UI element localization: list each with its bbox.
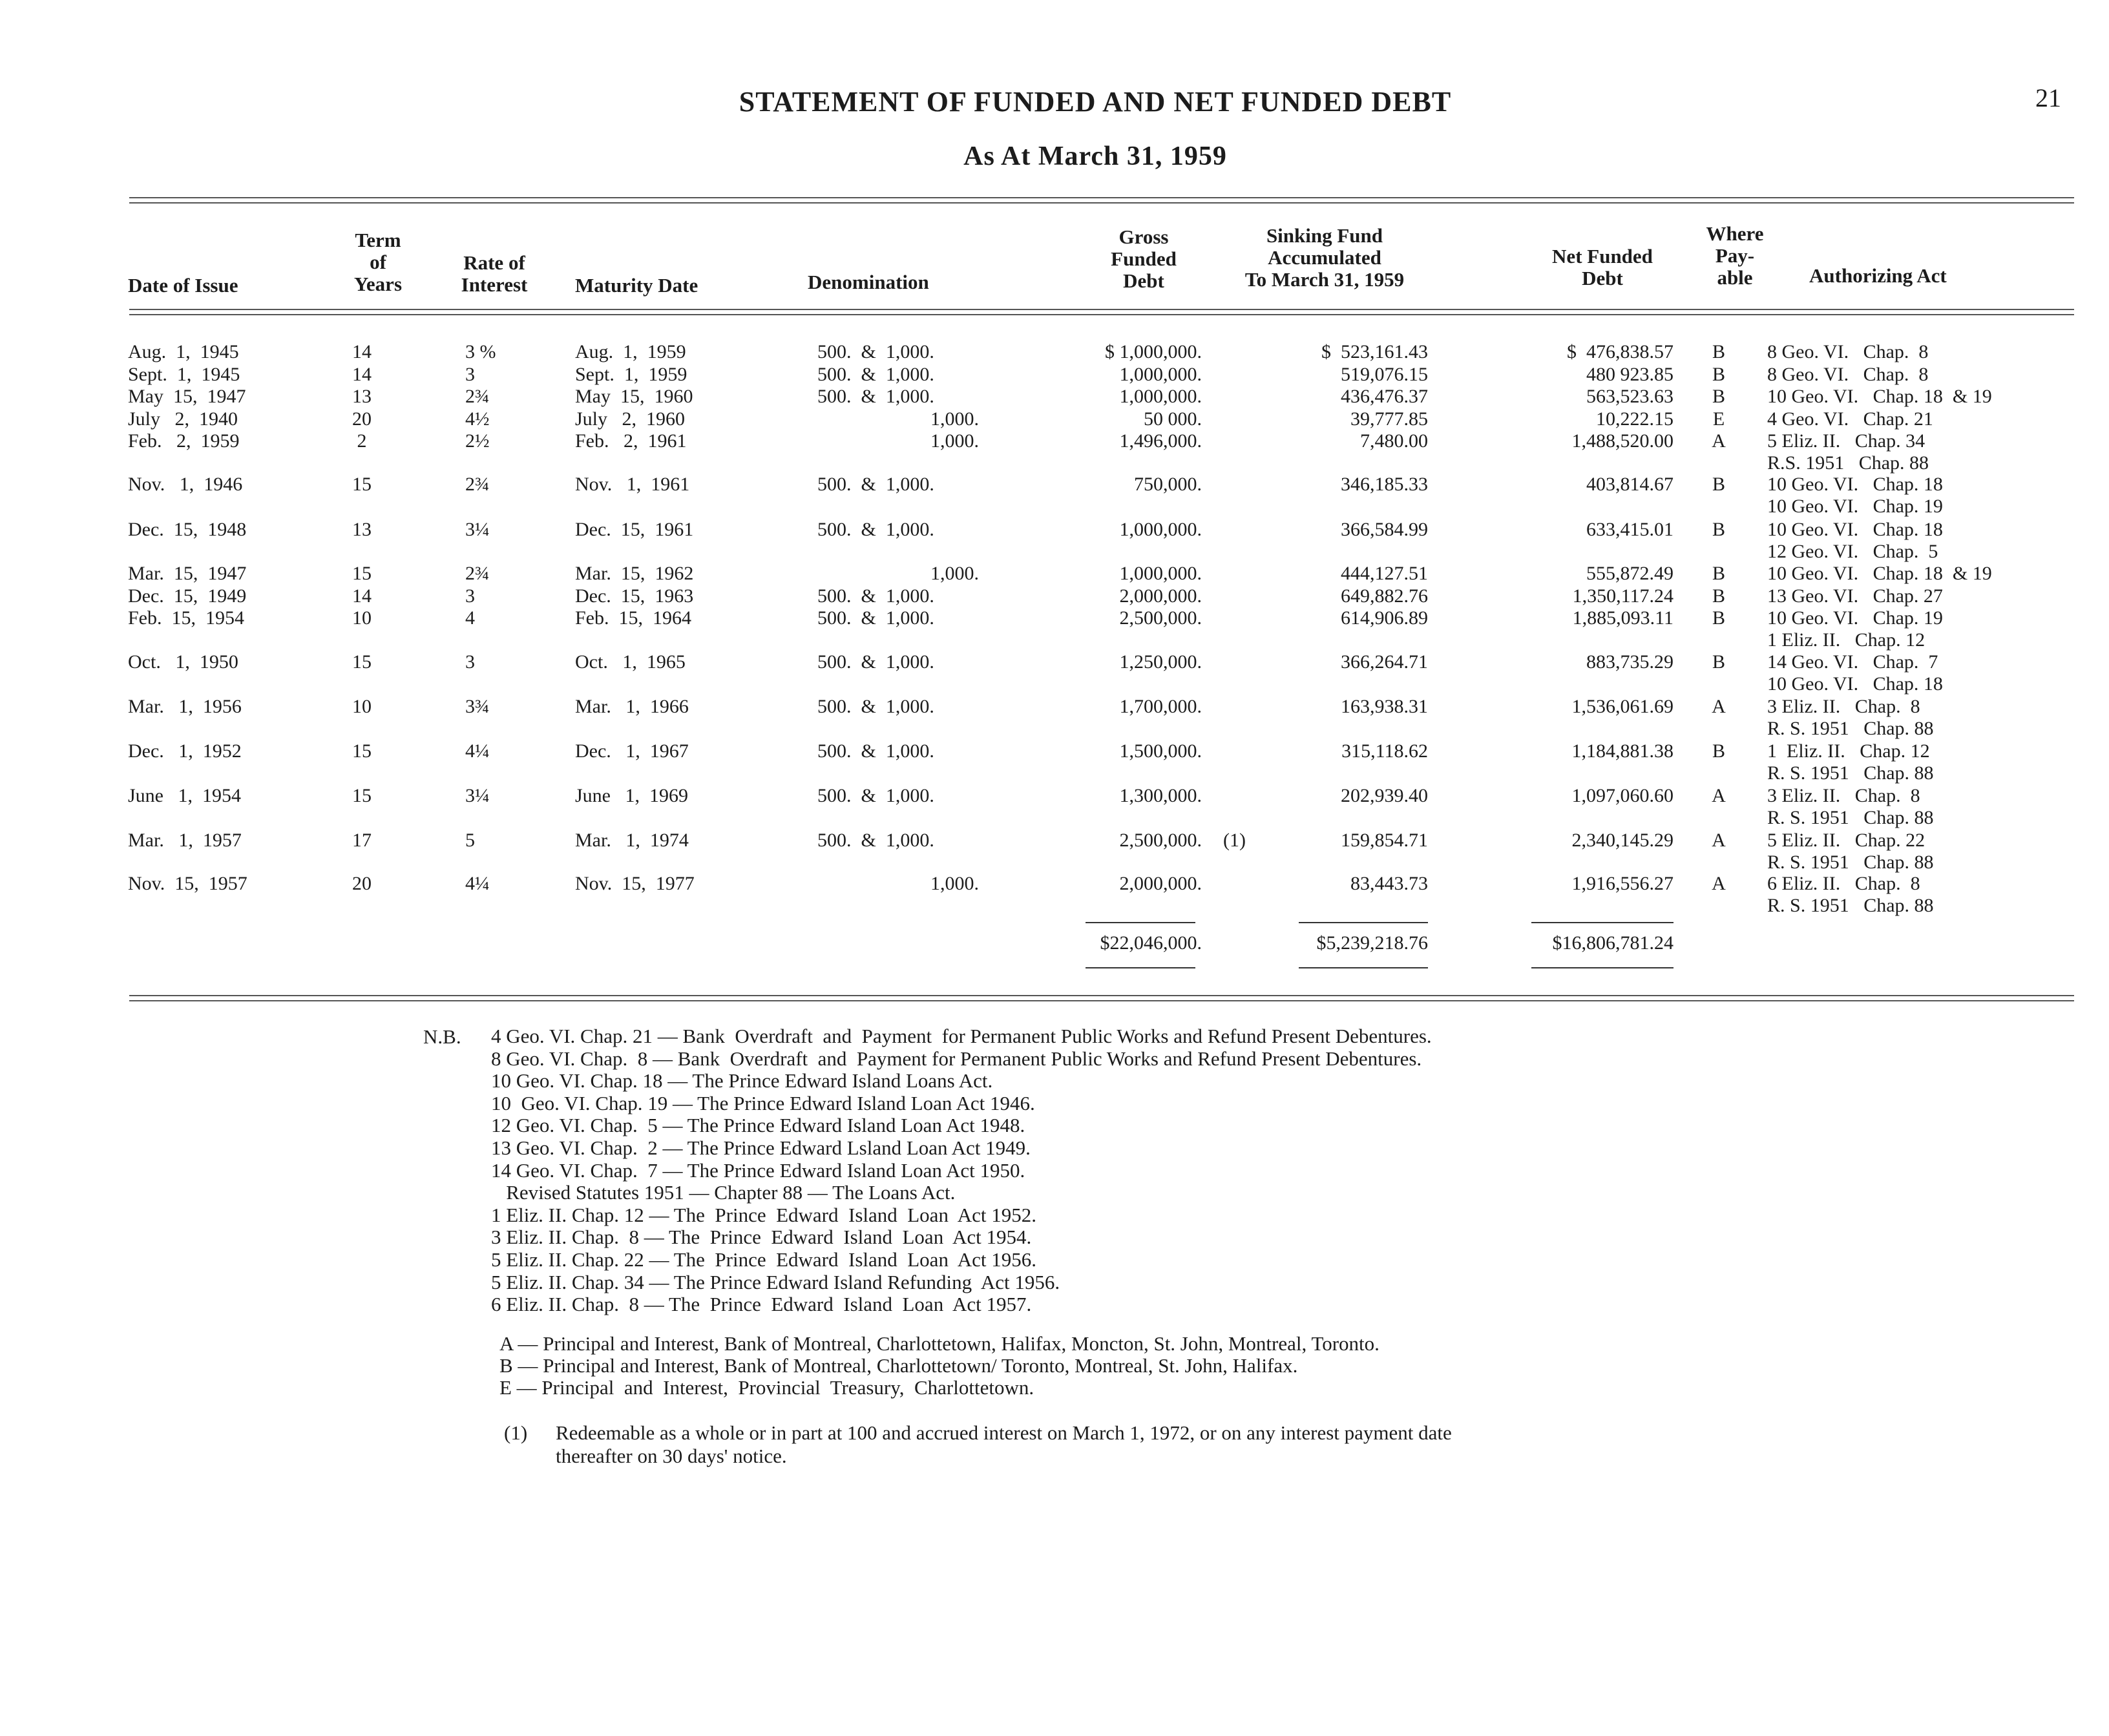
term-cell: 20 — [352, 408, 372, 430]
footnote-line-1: Redeemable as a whole or in part at 100 and accrued interest on March 1, 1972, or on any interest payment date — [556, 1421, 1452, 1444]
header-denomination: Denomination — [808, 271, 929, 293]
net-debt-cell: 10,222.15 — [1596, 408, 1674, 430]
rate-cell: 2¾ — [465, 563, 490, 584]
header-where — [1686, 223, 1783, 289]
header-where-line1: Where — [1706, 222, 1764, 245]
term-cell: 10 — [352, 696, 372, 717]
where-payable-cell: A — [1712, 785, 1726, 806]
header-sinking-line2: Accumulated — [1268, 246, 1381, 269]
header-term-line1: Term — [355, 229, 401, 251]
header-gross — [1092, 226, 1195, 292]
date-cell: Mar. 15, 1947 — [128, 563, 247, 584]
table-row — [0, 830, 2109, 873]
denomination-cell: 500. & 1,000. — [817, 785, 934, 806]
sinking-fund-cell: 315,118.62 — [1341, 740, 1428, 762]
header-sinking-line1: Sinking Fund — [1266, 224, 1383, 247]
authorizing-act-cell: R. S. 1951 Chap. 88 — [1767, 895, 1934, 916]
nb-line: 13 Geo. VI. Chap. 2 — The Prince Edward Lsland Loan Act 1949. — [491, 1136, 1031, 1159]
nb-line: 4 Geo. VI. Chap. 21 — Bank Overdraft and Payment for Permanent Public Works and Refund Present Debentures. — [491, 1025, 1432, 1047]
rate-cell: 3¼ — [465, 785, 490, 806]
term-cell: 15 — [352, 651, 372, 673]
rate-cell: 2¾ — [465, 386, 490, 407]
where-payable-cell: A — [1712, 873, 1726, 894]
authorizing-act-cell: 10 Geo. VI. Chap. 19 — [1767, 607, 1943, 629]
date-cell: Feb. 2, 1959 — [128, 430, 240, 452]
sinking-fund-cell: 366,584.99 — [1341, 519, 1428, 540]
net-debt-cell: 1,097,060.60 — [1571, 785, 1674, 806]
net-debt-cell: 1,350,117.24 — [1572, 585, 1674, 607]
date-cell: Sept. 1, 1945 — [128, 364, 240, 385]
authorizing-act-cell: 10 Geo. VI. Chap. 18 & 19 — [1767, 563, 1992, 584]
term-cell: 14 — [352, 341, 372, 362]
authorizing-act-cell: 10 Geo. VI. Chap. 18 — [1767, 474, 1943, 495]
gross-debt-cell: 2,000,000. — [1119, 585, 1202, 607]
net-debt-cell: 883,735.29 — [1586, 651, 1674, 673]
net-debt-cell: 1,488,520.00 — [1571, 430, 1674, 452]
denomination-cell: 500. & 1,000. — [817, 830, 934, 851]
date-cell: Mar. 1, 1957 — [128, 830, 242, 851]
maturity-cell: June 1, 1969 — [575, 785, 688, 806]
where-payable-cell: A — [1712, 430, 1726, 452]
table-row — [0, 386, 2109, 408]
term-cell: 13 — [352, 519, 372, 540]
authorizing-act-cell: R. S. 1951 Chap. 88 — [1767, 852, 1934, 873]
denomination-cell: 1,000. — [930, 873, 979, 894]
table-row — [0, 519, 2109, 562]
authorizing-act-cell: 6 Eliz. II. Chap. 8 — [1767, 873, 1920, 894]
rate-cell: 3 — [465, 585, 475, 607]
rate-cell: 4½ — [465, 408, 490, 430]
authorizing-act-cell: 3 Eliz. II. Chap. 8 — [1767, 785, 1920, 806]
gross-debt-cell: $ 1,000,000. — [1105, 341, 1202, 362]
sinking-fund-cell: 163,938.31 — [1341, 696, 1428, 717]
denomination-cell: 1,000. — [930, 430, 979, 452]
authorizing-act-cell: 4 Geo. VI. Chap. 21 — [1767, 408, 1933, 430]
gross-total-rule-top — [1086, 922, 1195, 923]
term-cell: 10 — [352, 607, 372, 629]
header-sinking — [1215, 225, 1434, 291]
footnote-line-2: thereafter on 30 days' notice. — [556, 1445, 787, 1467]
authorizing-act-cell: 10 Geo. VI. Chap. 18 — [1767, 519, 1943, 540]
table-row — [0, 740, 2109, 784]
term-cell: 15 — [352, 740, 372, 762]
sinking-fund-cell: $ 523,161.43 — [1321, 341, 1428, 362]
sinking-fund-cell: 649,882.76 — [1341, 585, 1428, 607]
rate-cell: 2¾ — [465, 474, 490, 495]
header-date-of-issue: Date of Issue — [128, 274, 238, 297]
nb-line: 10 Geo. VI. Chap. 19 — The Prince Edward Island Loan Act 1946. — [491, 1091, 1035, 1114]
nb-line: 8 Geo. VI. Chap. 8 — Bank Overdraft and Payment for Permanent Public Works and Refund Present Debentures. — [491, 1047, 1422, 1070]
page-number: 21 — [2035, 83, 2061, 112]
net-debt-cell: 480 923.85 — [1586, 364, 1674, 385]
authorizing-act-cell: 10 Geo. VI. Chap. 18 & 19 — [1767, 386, 1992, 407]
maturity-cell: Dec. 15, 1961 — [575, 519, 694, 540]
payable-legend-line: E — Principal and Interest, Provincial Treasury, Charlottetown. — [499, 1376, 1034, 1399]
maturity-cell: Feb. 2, 1961 — [575, 430, 687, 452]
header-gross-line1: Gross — [1118, 225, 1169, 248]
denomination-cell: 500. & 1,000. — [817, 696, 934, 717]
header-rate-line2: Interest — [461, 273, 528, 296]
gross-debt-cell: 1,700,000. — [1119, 696, 1202, 717]
sinking-fund-cell: 346,185.33 — [1341, 474, 1428, 495]
net-debt-cell: $ 476,838.57 — [1567, 341, 1674, 362]
term-cell: 13 — [352, 386, 372, 407]
maturity-cell: Mar. 1, 1974 — [575, 830, 689, 851]
gross-debt-cell: 1,500,000. — [1119, 740, 1202, 762]
rate-cell: 5 — [465, 830, 475, 851]
sinking-fund-cell: 366,264.71 — [1341, 651, 1428, 673]
note-marker-cell: (1) — [1223, 830, 1246, 851]
gross-debt-cell: 50 000. — [1144, 408, 1202, 430]
maturity-cell: Feb. 15, 1964 — [575, 607, 691, 629]
authorizing-act-cell: 13 Geo. VI. Chap. 27 — [1767, 585, 1943, 607]
authorizing-act-cell: 12 Geo. VI. Chap. 5 — [1767, 541, 1938, 562]
table-row — [0, 873, 2109, 916]
nb-line: 5 Eliz. II. Chap. 22 — The Prince Edward Island Loan Act 1956. — [491, 1248, 1036, 1271]
where-payable-cell: B — [1712, 651, 1725, 673]
maturity-cell: Mar. 1, 1966 — [575, 696, 689, 717]
header-authorizing: Authorizing Act — [1809, 264, 1947, 287]
where-payable-cell: B — [1712, 585, 1725, 607]
gross-total: $22,046,000. — [1100, 932, 1202, 954]
date-cell: Dec. 1, 1952 — [128, 740, 242, 762]
gross-debt-cell: 750,000. — [1134, 474, 1202, 495]
denomination-cell: 500. & 1,000. — [817, 651, 934, 673]
date-cell: Nov. 15, 1957 — [128, 873, 247, 894]
denomination-cell: 500. & 1,000. — [817, 341, 934, 362]
sinking-fund-cell: 39,777.85 — [1350, 408, 1428, 430]
gross-debt-cell: 1,250,000. — [1119, 651, 1202, 673]
authorizing-act-cell: R. S. 1951 Chap. 88 — [1767, 718, 1934, 739]
where-payable-cell: B — [1712, 341, 1725, 362]
date-cell: Nov. 1, 1946 — [128, 474, 243, 495]
table-row — [0, 785, 2109, 828]
where-payable-cell: B — [1712, 740, 1725, 762]
sinking-fund-cell: 519,076.15 — [1341, 364, 1428, 385]
authorizing-act-cell: 8 Geo. VI. Chap. 8 — [1767, 341, 1929, 362]
net-debt-cell: 1,184,881.38 — [1571, 740, 1674, 762]
maturity-cell: Nov. 1, 1961 — [575, 474, 690, 495]
header-net-line2: Debt — [1582, 267, 1623, 289]
page-title: STATEMENT OF FUNDED AND NET FUNDED DEBT — [739, 86, 1452, 118]
top-rule — [129, 197, 2074, 204]
gross-total-rule-bottom — [1086, 967, 1195, 968]
header-gross-line3: Debt — [1123, 269, 1164, 292]
where-payable-cell: B — [1712, 474, 1725, 495]
gross-debt-cell: 2,000,000. — [1119, 873, 1202, 894]
nb-line: 3 Eliz. II. Chap. 8 — The Prince Edward Island Loan Act 1954. — [491, 1226, 1032, 1249]
date-cell: Dec. 15, 1948 — [128, 519, 247, 540]
rate-cell: 3 — [465, 364, 475, 385]
table-row — [0, 364, 2109, 386]
net-total-rule-bottom — [1531, 967, 1674, 968]
header-term-line3: Years — [353, 273, 403, 295]
net-total: $16,806,781.24 — [1552, 932, 1674, 954]
sinking-fund-cell: 159,854.71 — [1341, 830, 1428, 851]
nb-line: 1 Eliz. II. Chap. 12 — The Prince Edward Island Loan Act 1952. — [491, 1203, 1036, 1226]
net-total-rule-top — [1531, 922, 1674, 923]
where-payable-cell: B — [1712, 563, 1725, 584]
nb-line: 5 Eliz. II. Chap. 34 — The Prince Edward Island Refunding Act 1956. — [491, 1270, 1060, 1293]
denomination-cell: 500. & 1,000. — [817, 585, 934, 607]
net-debt-cell: 555,872.49 — [1586, 563, 1674, 584]
sinking-total-rule-top — [1299, 922, 1428, 923]
sinking-fund-cell: 83,443.73 — [1350, 873, 1428, 894]
net-debt-cell: 633,415.01 — [1586, 519, 1674, 540]
gross-debt-cell: 1,496,000. — [1119, 430, 1202, 452]
bottom-rule — [129, 995, 2074, 1001]
gross-debt-cell: 1,300,000. — [1119, 785, 1202, 806]
maturity-cell: May 15, 1960 — [575, 386, 693, 407]
table-row — [0, 430, 2109, 474]
payable-legend-line: A — Principal and Interest, Bank of Montreal, Charlottetown, Halifax, Moncton, St. John, Montreal, Toronto. — [499, 1332, 1380, 1355]
table-row — [0, 607, 2109, 651]
denomination-cell: 500. & 1,000. — [817, 474, 934, 495]
gross-debt-cell: 2,500,000. — [1119, 607, 1202, 629]
table-row — [0, 563, 2109, 585]
rate-cell: 4¼ — [465, 873, 490, 894]
sinking-fund-cell: 614,906.89 — [1341, 607, 1428, 629]
authorizing-act-cell: 1 Eliz. II. Chap. 12 — [1767, 629, 1925, 651]
sinking-total: $5,239,218.76 — [1316, 932, 1428, 954]
header-term-line2: of — [370, 251, 386, 273]
net-debt-cell: 2,340,145.29 — [1571, 830, 1674, 851]
sinking-total-rule-bottom — [1299, 967, 1428, 968]
rate-cell: 4¼ — [465, 740, 490, 762]
authorizing-act-cell: 14 Geo. VI. Chap. 7 — [1767, 651, 1938, 673]
authorizing-act-cell: R. S. 1951 Chap. 88 — [1767, 807, 1934, 828]
table-row — [0, 341, 2109, 363]
header-where-line3: able — [1717, 266, 1753, 289]
authorizing-act-cell: 3 Eliz. II. Chap. 8 — [1767, 696, 1920, 717]
sinking-fund-cell: 7,480.00 — [1360, 430, 1428, 452]
term-cell: 2 — [357, 430, 367, 452]
where-payable-cell: B — [1712, 607, 1725, 629]
nb-line: 10 Geo. VI. Chap. 18 — The Prince Edward Island Loans Act. — [491, 1069, 993, 1093]
term-cell: 15 — [352, 474, 372, 495]
header-where-line2: Pay- — [1715, 244, 1755, 267]
denomination-cell: 500. & 1,000. — [817, 607, 934, 629]
date-cell: May 15, 1947 — [128, 386, 246, 407]
nb-label: N.B. — [423, 1025, 461, 1048]
date-cell: Aug. 1, 1945 — [128, 341, 239, 362]
denomination-cell: 1,000. — [930, 563, 979, 584]
header-rule — [129, 309, 2074, 315]
payable-legend-line: B — Principal and Interest, Bank of Montreal, Charlottetown/ Toronto, Montreal, St. John, Halifax. — [499, 1354, 1298, 1377]
date-cell: Oct. 1, 1950 — [128, 651, 238, 673]
footnote-marker: (1) — [504, 1421, 528, 1444]
rate-cell: 2½ — [465, 430, 490, 452]
where-payable-cell: B — [1712, 519, 1725, 540]
where-payable-cell: B — [1712, 386, 1725, 407]
term-cell: 15 — [352, 563, 372, 584]
net-debt-cell: 1,916,556.27 — [1571, 873, 1674, 894]
authorizing-act-cell: 8 Geo. VI. Chap. 8 — [1767, 364, 1929, 385]
date-cell: Feb. 15, 1954 — [128, 607, 244, 629]
term-cell: 14 — [352, 364, 372, 385]
maturity-cell: Sept. 1, 1959 — [575, 364, 687, 385]
where-payable-cell: B — [1712, 364, 1725, 385]
date-cell: June 1, 1954 — [128, 785, 241, 806]
denomination-cell: 500. & 1,000. — [817, 386, 934, 407]
page-subtitle: As At March 31, 1959 — [963, 141, 1227, 171]
header-term — [336, 229, 420, 295]
net-debt-cell: 403,814.67 — [1586, 474, 1674, 495]
denomination-cell: 500. & 1,000. — [817, 740, 934, 762]
header-rate-line1: Rate of — [463, 251, 525, 274]
net-debt-cell: 1,885,093.11 — [1572, 607, 1674, 629]
where-payable-cell: A — [1712, 830, 1726, 851]
net-debt-cell: 563,523.63 — [1586, 386, 1674, 407]
sinking-fund-cell: 202,939.40 — [1341, 785, 1428, 806]
authorizing-act-cell: 5 Eliz. II. Chap. 22 — [1767, 830, 1925, 851]
rate-cell: 3¾ — [465, 696, 490, 717]
authorizing-act-cell: 1 Eliz. II. Chap. 12 — [1767, 740, 1930, 762]
date-cell: July 2, 1940 — [128, 408, 238, 430]
header-net-line1: Net Funded — [1552, 245, 1653, 267]
table-row — [0, 474, 2109, 517]
header-maturity: Maturity Date — [575, 274, 698, 297]
authorizing-act-cell: R.S. 1951 Chap. 88 — [1767, 452, 1929, 474]
rate-cell: 3 % — [465, 341, 496, 362]
rate-cell: 3¼ — [465, 519, 490, 540]
authorizing-act-cell: 10 Geo. VI. Chap. 18 — [1767, 673, 1943, 695]
nb-line: Revised Statutes 1951 — Chapter 88 — The Loans Act. — [491, 1181, 956, 1204]
term-cell: 20 — [352, 873, 372, 894]
authorizing-act-cell: R. S. 1951 Chap. 88 — [1767, 762, 1934, 784]
header-rate — [446, 252, 543, 296]
term-cell: 14 — [352, 585, 372, 607]
table-row — [0, 408, 2109, 430]
nb-line: 12 Geo. VI. Chap. 5 — The Prince Edward Island Loan Act 1948. — [491, 1114, 1025, 1137]
maturity-cell: Mar. 15, 1962 — [575, 563, 694, 584]
term-cell: 17 — [352, 830, 372, 851]
gross-debt-cell: 2,500,000. — [1119, 830, 1202, 851]
gross-debt-cell: 1,000,000. — [1119, 563, 1202, 584]
rate-cell: 4 — [465, 607, 475, 629]
nb-line: 14 Geo. VI. Chap. 7 — The Prince Edward Island Loan Act 1950. — [491, 1158, 1025, 1182]
gross-debt-cell: 1,000,000. — [1119, 364, 1202, 385]
table-row — [0, 585, 2109, 607]
sinking-fund-cell: 436,476.37 — [1341, 386, 1428, 407]
maturity-cell: Dec. 15, 1963 — [575, 585, 694, 607]
gross-debt-cell: 1,000,000. — [1119, 519, 1202, 540]
authorizing-act-cell: 5 Eliz. II. Chap. 34 — [1767, 430, 1925, 452]
maturity-cell: Nov. 15, 1977 — [575, 873, 695, 894]
denomination-cell: 500. & 1,000. — [817, 519, 934, 540]
header-gross-line2: Funded — [1111, 247, 1177, 270]
gross-debt-cell: 1,000,000. — [1119, 386, 1202, 407]
date-cell: Dec. 15, 1949 — [128, 585, 247, 607]
term-cell: 15 — [352, 785, 372, 806]
denomination-cell: 1,000. — [930, 408, 979, 430]
header-sinking-line3: To March 31, 1959 — [1244, 268, 1405, 291]
date-cell: Mar. 1, 1956 — [128, 696, 242, 717]
table-row — [0, 696, 2109, 739]
sinking-fund-cell: 444,127.51 — [1341, 563, 1428, 584]
where-payable-cell: A — [1712, 696, 1726, 717]
maturity-cell: Dec. 1, 1967 — [575, 740, 689, 762]
rate-cell: 3 — [465, 651, 475, 673]
authorizing-act-cell: 10 Geo. VI. Chap. 19 — [1767, 496, 1943, 517]
net-debt-cell: 1,536,061.69 — [1571, 696, 1674, 717]
maturity-cell: July 2, 1960 — [575, 408, 686, 430]
header-net — [1512, 246, 1693, 289]
table-row — [0, 651, 2109, 695]
denomination-cell: 500. & 1,000. — [817, 364, 934, 385]
nb-line: 6 Eliz. II. Chap. 8 — The Prince Edward Island Loan Act 1957. — [491, 1293, 1032, 1316]
where-payable-cell: E — [1712, 408, 1725, 430]
maturity-cell: Oct. 1, 1965 — [575, 651, 686, 673]
maturity-cell: Aug. 1, 1959 — [575, 341, 686, 362]
